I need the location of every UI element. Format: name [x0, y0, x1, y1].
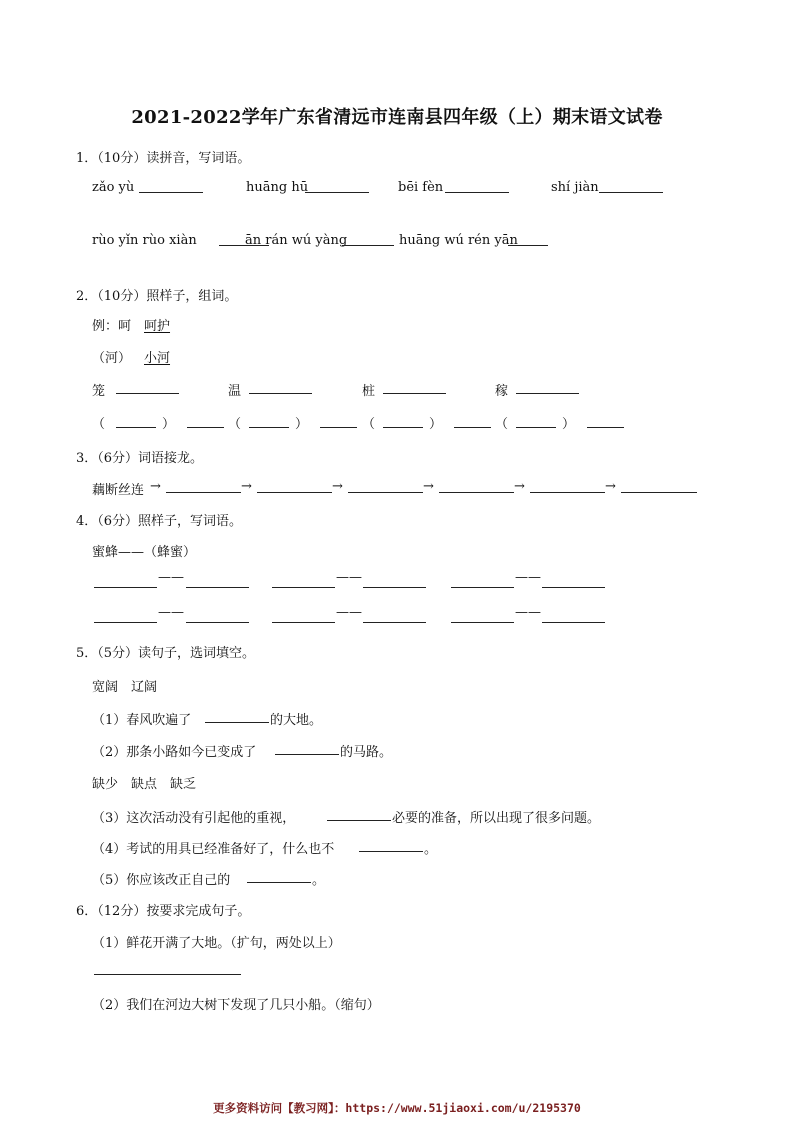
q2-char-3: 桩 [362, 384, 376, 399]
q4-blank-3a[interactable] [451, 587, 514, 588]
q5-s5-part2: 。 [312, 873, 326, 888]
q2-open-paren-1: （ [92, 417, 106, 432]
footer-link[interactable]: 更多资料访问【教习网】：https://www.51jiaoxi.com/u/2195370 [213, 1101, 581, 1115]
q5-s2-part1: （2）那条小路如今已变成了 [92, 745, 257, 760]
q5-blank-4[interactable] [359, 851, 423, 852]
q2-close-paren-2: ） [295, 417, 309, 432]
q3-blank-6[interactable] [621, 492, 697, 493]
q2-word-blank-3[interactable] [454, 427, 491, 428]
q2-blank-1[interactable] [116, 393, 179, 394]
q4-dash-2: —— [336, 570, 362, 585]
q5-s3-part1: （3）这次活动没有引起他的重视， [92, 811, 296, 826]
q4-blank-4a[interactable] [94, 622, 157, 623]
q3-blank-3[interactable] [348, 492, 423, 493]
q1-pinyin-7: huāng wú rén yān [399, 233, 518, 248]
q3-blank-2[interactable] [257, 492, 332, 493]
q3-header: 3．（6分）词语接龙。 [76, 451, 204, 466]
q4-blank-5a[interactable] [272, 622, 335, 623]
q5-blank-2[interactable] [275, 754, 339, 755]
q1-pinyin-1: zǎo yù [92, 180, 135, 195]
q5-blank-3[interactable] [327, 820, 391, 821]
q3-start-word: 藕断丝连 [92, 483, 145, 498]
q3-arrow-4: → [423, 479, 434, 494]
q4-blank-1b[interactable] [186, 587, 249, 588]
q3-arrow-6: → [605, 479, 616, 494]
q2-paren-blank-3[interactable] [383, 427, 423, 428]
q4-dash-1: —— [158, 570, 184, 585]
q5-s1-part1: （1）春风吹遍了 [92, 713, 192, 728]
q5-s4-part2: 。 [424, 842, 438, 857]
q4-blank-2b[interactable] [363, 587, 426, 588]
q4-blank-1a[interactable] [94, 587, 157, 588]
q5-word-group-2: 缺少 缺点 缺乏 [92, 777, 197, 792]
q3-arrow-3: → [332, 479, 343, 494]
q6-header: 6．（12分）按要求完成句子。 [76, 904, 251, 919]
q1-blank-4[interactable] [599, 192, 663, 193]
q5-blank-5[interactable] [247, 882, 311, 883]
q4-blank-4b[interactable] [186, 622, 249, 623]
q4-dash-4: —— [158, 605, 184, 620]
q3-arrow-5: → [514, 479, 525, 494]
q2-close-paren-1: ） [162, 417, 176, 432]
q2-word-blank-4[interactable] [587, 427, 624, 428]
q2-char-2: 温 [228, 384, 242, 399]
q4-dash-3: —— [515, 570, 541, 585]
q2-paren-char: （河） [92, 351, 132, 366]
q1-blank-1[interactable] [139, 192, 203, 193]
q3-blank-1[interactable] [166, 492, 241, 493]
q2-blank-4[interactable] [516, 393, 579, 394]
q1-blank-7[interactable] [508, 245, 548, 246]
q3-arrow-2: → [241, 479, 252, 494]
q1-pinyin-6: ān rán wú yàng [245, 233, 348, 248]
q4-dash-6: —— [515, 605, 541, 620]
q3-arrow-1: → [150, 479, 161, 494]
page-title: 2021-2022学年广东省清远市连南县四年级（上）期末语文试卷 [131, 107, 663, 128]
q5-s2-part2: 的马路。 [340, 745, 393, 760]
q2-close-paren-4: ） [562, 417, 576, 432]
q5-blank-1[interactable] [205, 722, 269, 723]
q4-example: 蜜蜂——（蜂蜜） [92, 545, 197, 560]
q2-char-4: 稼 [495, 384, 509, 399]
q1-pinyin-3: bēi fèn [398, 180, 444, 195]
q2-word-blank-1[interactable] [187, 427, 224, 428]
q2-word-blank-2[interactable] [320, 427, 357, 428]
q5-s5-part1: （5）你应该改正自己的 [92, 873, 231, 888]
q5-s3-part2: 必要的准备，所以出现了很多问题。 [392, 811, 601, 826]
q2-open-paren-4: （ [495, 417, 509, 432]
q5-s4-part1: （4）考试的用具已经准备好了，什么也不 [92, 842, 335, 857]
q2-char-1: 笼 [92, 384, 106, 399]
q3-blank-4[interactable] [439, 492, 514, 493]
q2-paren-blank-4[interactable] [516, 427, 556, 428]
q2-example-word: 呵护 [144, 319, 171, 334]
q2-open-paren-2: （ [228, 417, 242, 432]
q1-header: 1．（10分）读拼音，写词语。 [76, 151, 251, 166]
q1-pinyin-5: rùo yǐn rùo xiàn [92, 233, 197, 248]
q2-close-paren-3: ） [429, 417, 443, 432]
q3-blank-5[interactable] [530, 492, 605, 493]
q1-blank-6[interactable] [342, 245, 394, 246]
q4-header: 4．（6分）照样子，写词语。 [76, 514, 243, 529]
q6-answer-line-1[interactable] [94, 974, 241, 975]
q2-blank-2[interactable] [249, 393, 312, 394]
q6-sentence-1: （1）鲜花开满了大地。（扩句，两处以上） [92, 936, 341, 951]
q2-paren-blank-2[interactable] [249, 427, 289, 428]
q2-paren-blank-1[interactable] [116, 427, 156, 428]
q4-blank-6a[interactable] [451, 622, 514, 623]
q1-blank-2[interactable] [305, 192, 369, 193]
q4-blank-5b[interactable] [363, 622, 426, 623]
q4-dash-5: —— [336, 605, 362, 620]
q1-pinyin-4: shí jiàn [551, 180, 599, 195]
q5-s1-part2: 的大地。 [270, 713, 323, 728]
q5-word-group-1: 宽阔 辽阔 [92, 680, 158, 695]
q2-paren-word: 小河 [144, 351, 171, 366]
q4-blank-2a[interactable] [272, 587, 335, 588]
q1-blank-3[interactable] [445, 192, 509, 193]
q2-example-prefix: 例：呵 [92, 319, 132, 334]
q4-blank-6b[interactable] [542, 622, 605, 623]
q2-blank-3[interactable] [383, 393, 446, 394]
q2-open-paren-3: （ [362, 417, 376, 432]
q6-sentence-2: （2）我们在河边大树下发现了几只小船。（缩句） [92, 998, 380, 1013]
q5-header: 5．（5分）读句子，选词填空。 [76, 646, 256, 661]
q2-header: 2．（10分）照样子，组词。 [76, 289, 238, 304]
q4-blank-3b[interactable] [542, 587, 605, 588]
q1-pinyin-2: huāng hū [246, 180, 309, 195]
